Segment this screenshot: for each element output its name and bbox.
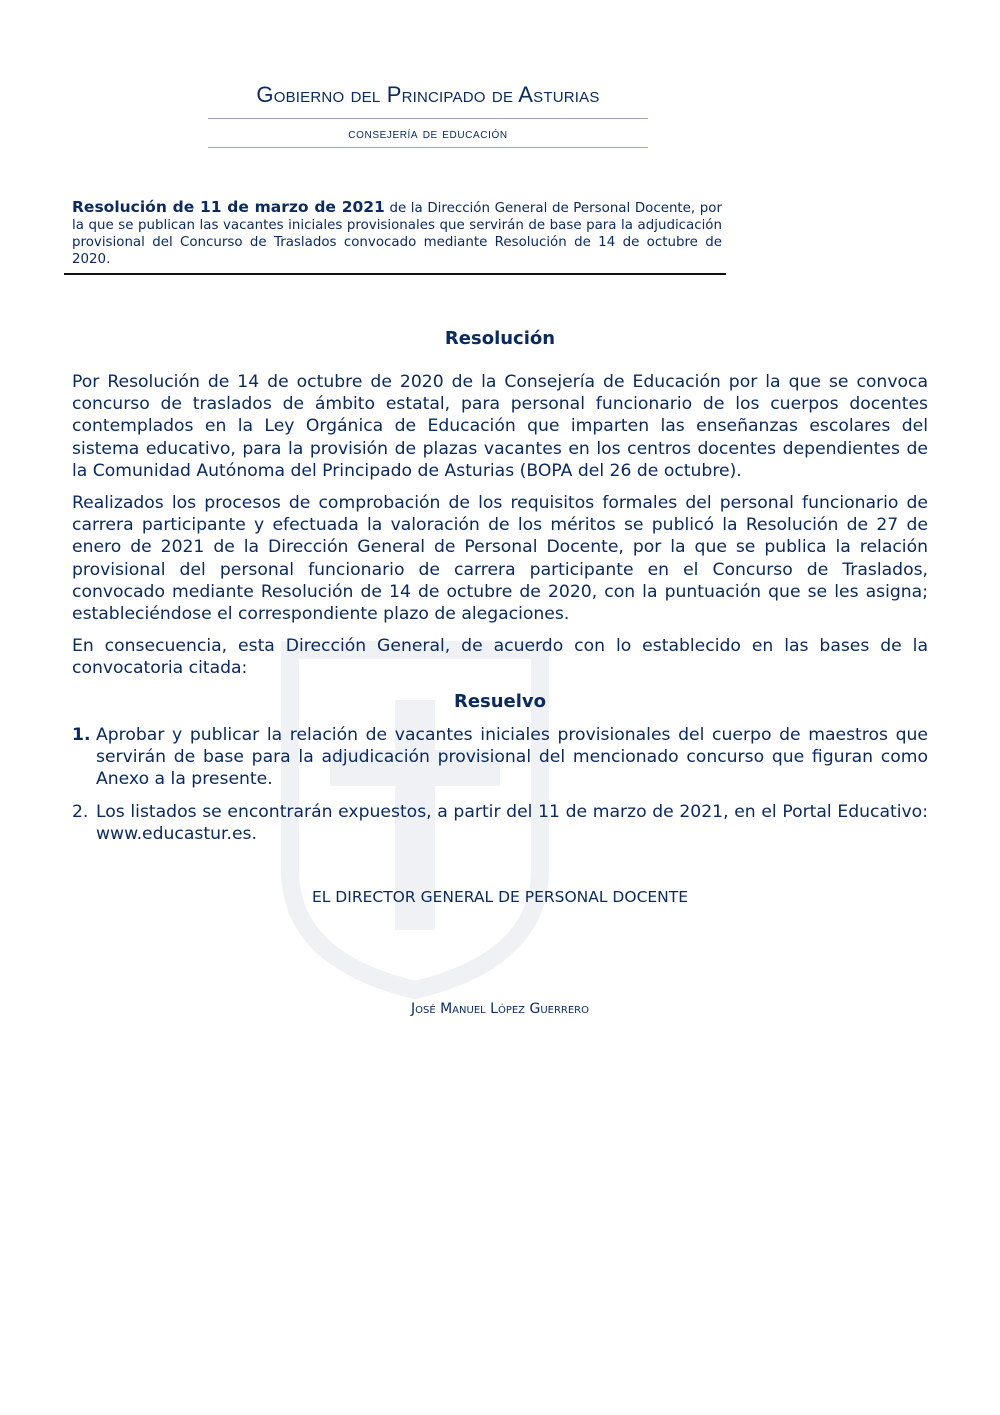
summary-heading: Resolución de 11 de marzo de 2021 <box>72 198 385 216</box>
resolve-title: Resuelvo <box>453 691 547 712</box>
preamble <box>72 371 928 690</box>
letterhead <box>208 82 648 148</box>
summary-text: de la Dirección General de Personal Docente, por la que se publican las vacantes iniciales provisionales que servirán de base para la adjudicación provisional del Concurso de Traslados convocado mediante Resolución de 14 de octubre de 2020. <box>72 201 722 267</box>
paragraph: Realizados los procesos de comprobación de los requisitos formales del personal funcionario de carrera participante y efectuada la valoración de los méritos se publicó la Resolución de 27 de enero de 2021 de la Dirección General de Personal Docente, por la que se publica la relación provisional del personal funcionario de carrera participante en el Concurso de Traslados, convocado mediante Resolución de 14 de octubre de 2020, con la puntuación que se les asigna; estableciéndose el correspondiente plazo de alegaciones. <box>72 493 928 625</box>
letterhead-bottom-rule <box>208 147 648 148</box>
paragraph: Por Resolución de 14 de octubre de 2020 de la Consejería de Educación por la que se convoca concurso de traslados de ámbito estatal, para personal funcionario de los cuerpos docentes contemplados en la Ley Orgánica de Educación que imparten las enseñanzas escolares del sistema educativo, para la provisión de plazas vacantes en los centros docentes dependientes de la Comunidad Autónoma del Principado de Asturias (BOPA del 26 de octubre). <box>72 372 928 481</box>
resolution-title: Resolución <box>444 328 556 349</box>
government-title: Gobierno del Principado de Asturias <box>256 82 600 107</box>
paragraph: En consecuencia, esta Dirección General, de acuerdo con lo establecido en las bases de la convocatoria citada: <box>72 636 928 679</box>
item-text: Los listados se encontrarán expuestos, a partir del 11 de marzo de 2021, en el Portal Educativo: www.educastur.es. <box>96 801 928 844</box>
department-name: consejería de educación <box>348 125 508 141</box>
summary-underline <box>64 273 726 275</box>
item-number: 1. <box>72 725 91 745</box>
signer-role: EL DIRECTOR GENERAL DE PERSONAL DOCENTE <box>311 888 689 906</box>
resolution-items <box>72 724 928 855</box>
signer-name: José Manuel López Guerrero <box>410 1001 590 1017</box>
list-item <box>72 801 928 845</box>
resolution-summary <box>72 199 722 268</box>
list-item <box>72 724 928 791</box>
item-number: 2. <box>72 801 89 822</box>
item-text: Aprobar y publicar la relación de vacantes iniciales provisionales del cuerpo de maestros que servirán de base para la adjudicación provisional del mencionado concurso que figuran como Anexo a la presente. <box>96 725 928 790</box>
